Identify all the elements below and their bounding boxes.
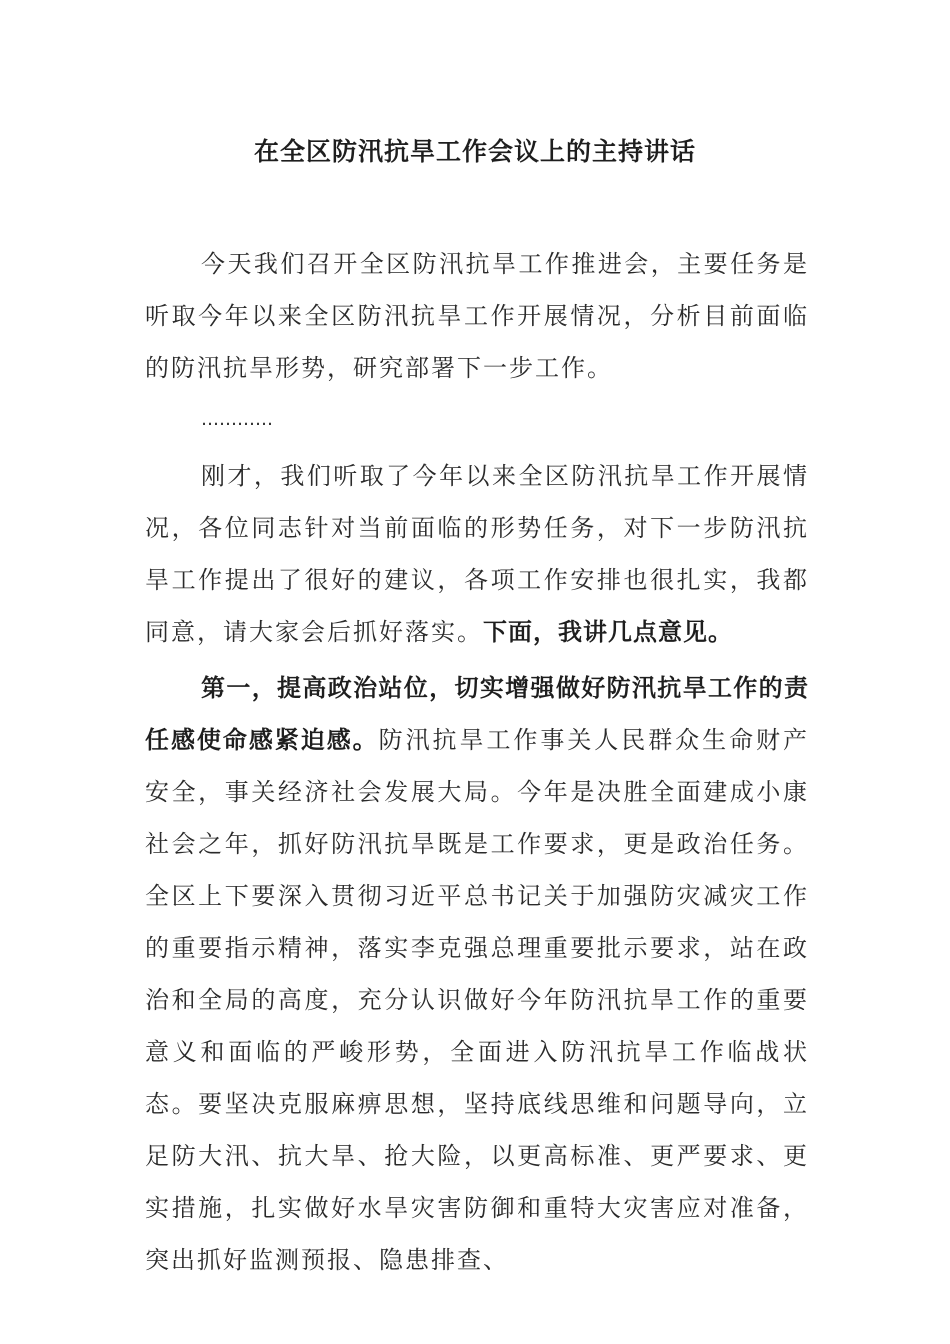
document-body [145,238,809,1286]
paragraph-summary-bold: 下面，我讲几点意见。 [483,618,733,646]
point-one-heading: 第一，提高政治站位，切实增强做好防汛抗旱工作的责任感使命感紧迫感。 [145,674,809,754]
document-title: 在全区防汛抗旱工作会议上的主持讲话 [253,137,696,166]
point-one-text: 防汛抗旱工作事关人民群众生命财产安全，事关经济社会发展大局。今年是决胜全面建成小康社会之年，抓好防汛抗旱既是工作要求，更是政治任务。全区上下要深入贯彻习近平总书记关于加强防灾减灾工作的重要指示精神，落实李克强总理重要批示要求，站在政治和全局的高度，充分认识做好今年防汛抗旱工作的重要意义和面临的严峻形势，全面进入防汛抗旱工作临战状态。要坚决克服麻痹思想，坚持底线思维和问题导向，立足防大汛、抗大旱、抢大险，以更高标准、更严要求、更实措施，扎实做好水旱灾害防御和重特大灾害应对准备，突出抓好监测预报、隐患排查、 [145,726,809,1274]
paragraph-summary-text: 刚才，我们听取了今年以来全区防汛抗旱工作开展情况，各位同志针对当前面临的形势任务，对下一步防汛抗旱工作提出了很好的建议，各项工作安排也很扎实，我都同意，请大家会后抓好落实。 [145,462,809,646]
paragraph-point-one [145,662,809,1286]
paragraph-summary [145,450,809,658]
ellipsis-separator: ………… [201,409,273,430]
paragraph-opening: 今天我们召开全区防汛抗旱工作推进会，主要任务是听取今年以来全区防汛抗旱工作开展情况，分析目前面临的防汛抗旱形势，研究部署下一步工作。 [145,250,809,382]
